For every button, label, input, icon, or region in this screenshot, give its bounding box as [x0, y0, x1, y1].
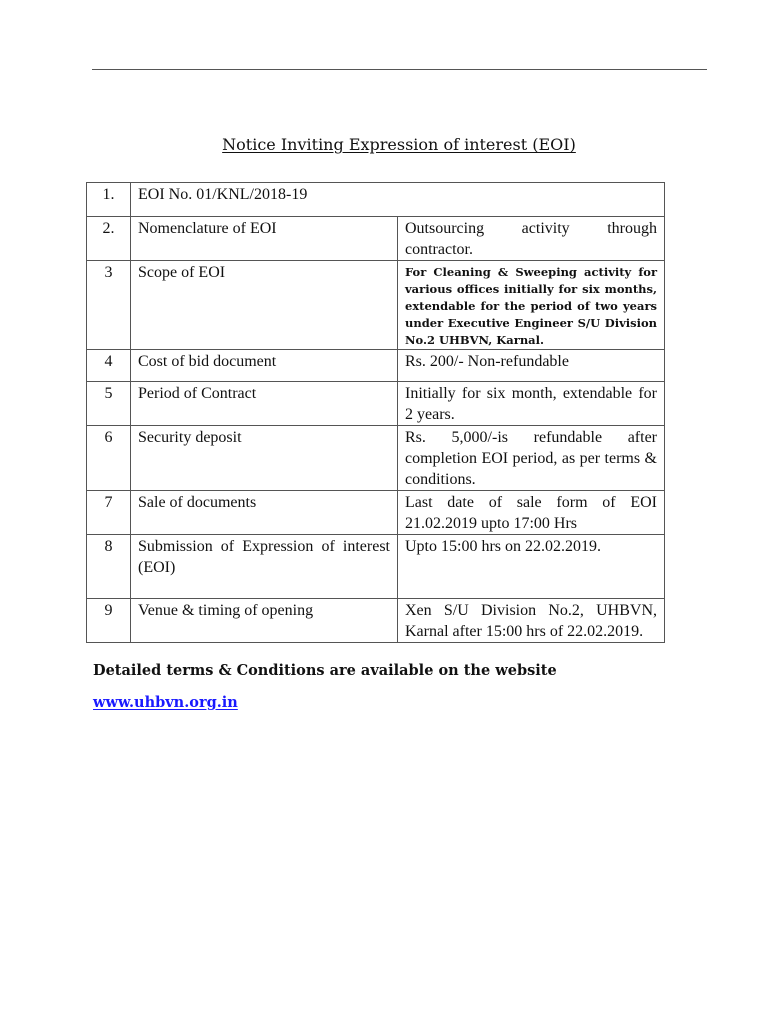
row-number: 9 — [87, 599, 131, 643]
row-number: 7 — [87, 491, 131, 535]
eoi-number: EOI No. 01/KNL/2018-19 — [131, 183, 665, 217]
row-number: 6 — [87, 426, 131, 491]
row-detail: Rs. 200/- Non-refundable — [398, 350, 665, 382]
row-item: Nomenclature of EOI — [131, 217, 398, 261]
table-row — [87, 599, 665, 643]
row-item: Security deposit — [131, 426, 398, 491]
eoi-details-table — [86, 182, 665, 643]
table-row — [87, 261, 665, 350]
notice-title: Notice Inviting Expression of interest (EOI) — [222, 135, 576, 154]
row-number: 2. — [87, 217, 131, 261]
row-number: 8 — [87, 535, 131, 599]
row-detail: Initially for six month, extendable for 2 years. — [398, 382, 665, 426]
row-detail: Rs. 5,000/-is refundable after completion EOI period, as per terms & conditions. — [398, 426, 665, 491]
row-detail: Last date of sale form of EOI 21.02.2019 upto 17:00 Hrs — [398, 491, 665, 535]
row-item: Period of Contract — [131, 382, 398, 426]
row-number: 1. — [87, 183, 131, 217]
row-number: 4 — [87, 350, 131, 382]
row-detail: For Cleaning & Sweeping activity for various offices initially for six months, extendable for the period of two years under Executive Engineer S/U Division No.2 UHBVN, Karnal. — [398, 261, 665, 350]
terms-note: Detailed terms & Conditions are available on the website — [93, 662, 557, 679]
row-item: Venue & timing of opening — [131, 599, 398, 643]
row-detail: Outsourcing activity through contractor. — [398, 217, 665, 261]
row-detail: Upto 15:00 hrs on 22.02.2019. — [398, 535, 665, 599]
table-row — [87, 491, 665, 535]
row-number: 5 — [87, 382, 131, 426]
table-row — [87, 183, 665, 217]
table-row — [87, 382, 665, 426]
website-link[interactable]: www.uhbvn.org.in — [93, 694, 238, 711]
table-row — [87, 426, 665, 491]
row-number: 3 — [87, 261, 131, 350]
row-item: Submission of Expression of interest (EOI) — [131, 535, 398, 599]
row-item: Scope of EOI — [131, 261, 398, 350]
row-item: Cost of bid document — [131, 350, 398, 382]
header-divider — [92, 69, 707, 70]
row-detail: Xen S/U Division No.2, UHBVN, Karnal after 15:00 hrs of 22.02.2019. — [398, 599, 665, 643]
table-row — [87, 350, 665, 382]
table-row — [87, 535, 665, 599]
table-row — [87, 217, 665, 261]
row-item: Sale of documents — [131, 491, 398, 535]
